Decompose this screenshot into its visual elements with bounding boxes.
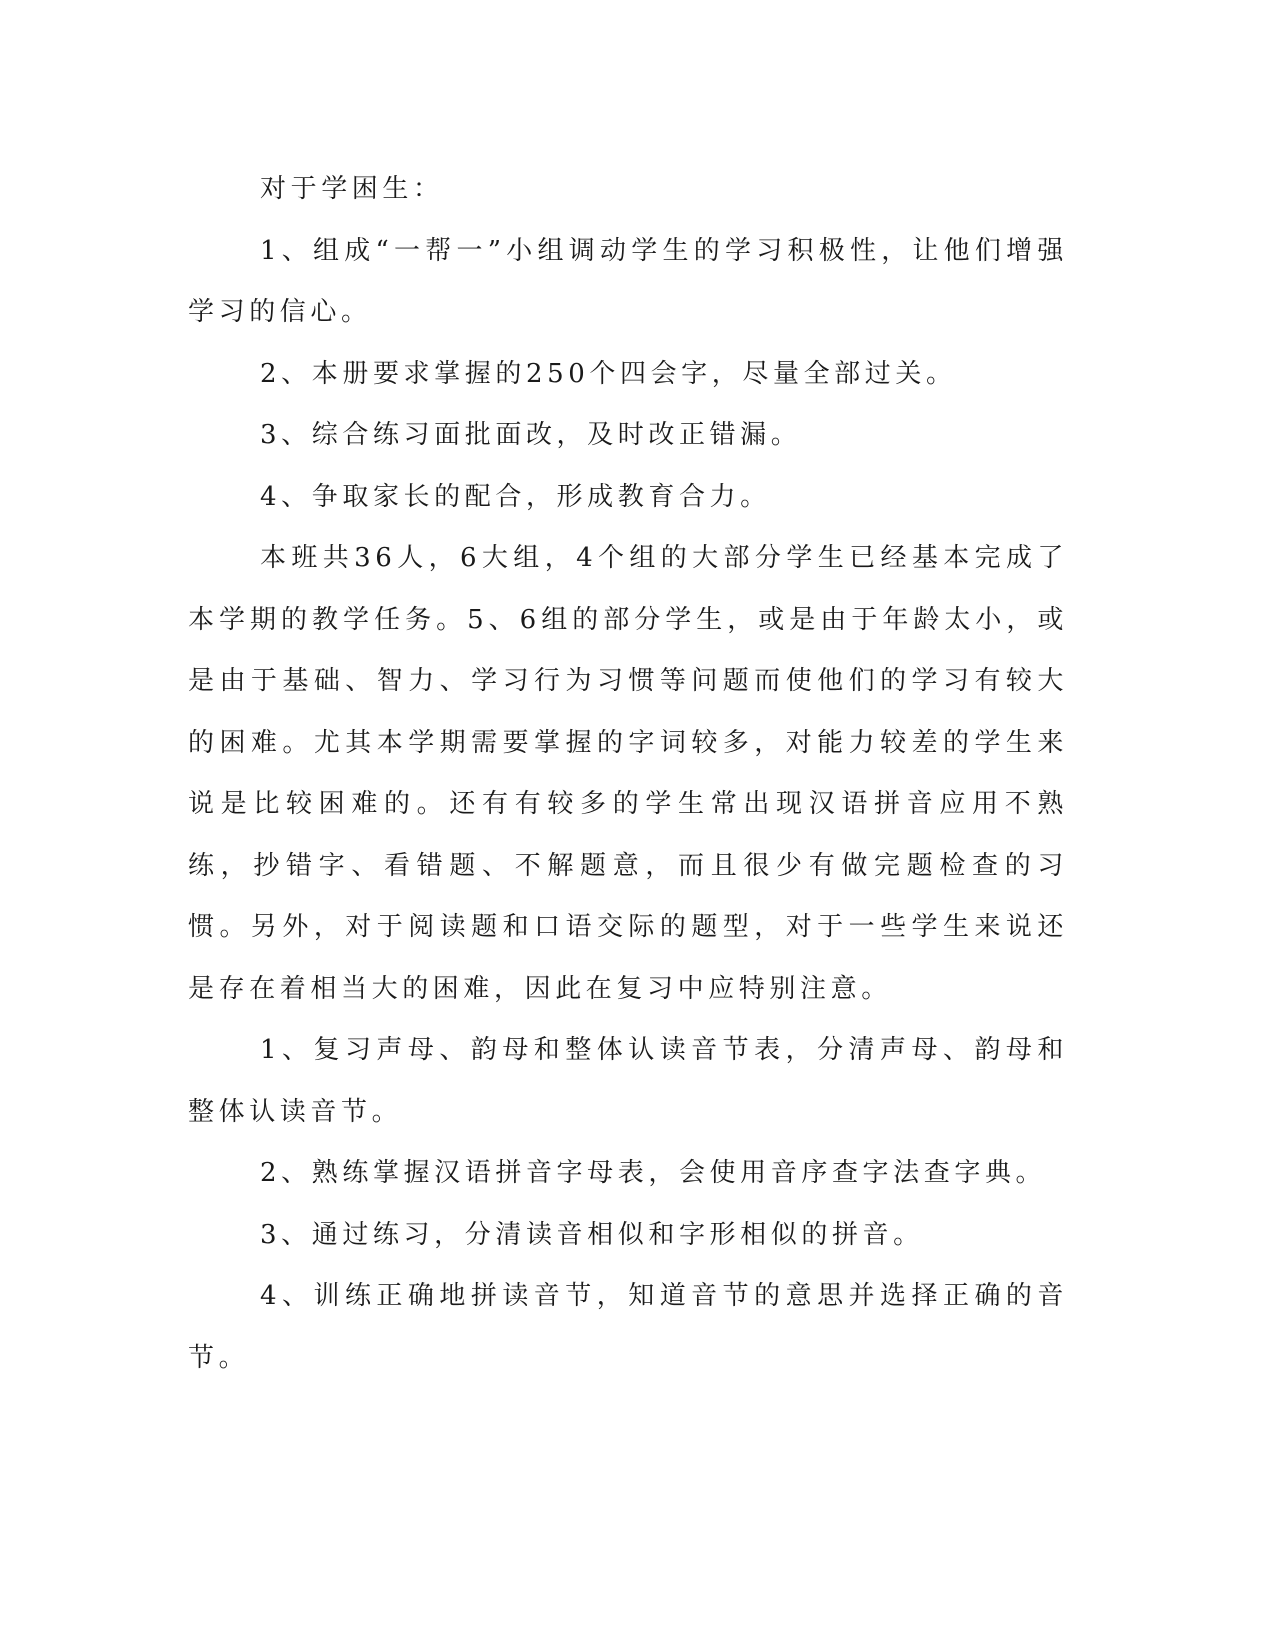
paragraph-review-3: 3、通过练习，分清读音相似和字形相似的拼音。 bbox=[260, 1219, 924, 1250]
paragraph-class-analysis: 本班共36人，6大组，4个组的大部分学生已经基本完成了本学期的教学任务。5、6组的部分学生，或是由于年龄太小，或是由于基础、智力、学习行为习惯等问题而使他们的学习有较大的困难。尤其本学期需要掌握的字词较多，对能力较差的学生来说是比较困难的。还有有较多的学生常出现汉语拼音应用不熟练，抄错字、看错题、不解题意，而且很少有做完题检查的习惯。另外，对于阅读题和口语交际的题型，对于一些学生来说还是存在着相当大的困难，因此在复习中应特别注意。 bbox=[188, 543, 1068, 1004]
paragraph-review-4: 4、训练正确地拼读音节，知道音节的意思并选择正确的音节。 bbox=[188, 1281, 1068, 1373]
paragraph-item-4: 4、争取家长的配合，形成教育合力。 bbox=[260, 481, 771, 512]
paragraph-item-3: 3、综合练习面批面改，及时改正错漏。 bbox=[260, 420, 802, 450]
paragraph-intro: 对于学困生： bbox=[260, 174, 444, 204]
paragraph-item-1: 1、组成“一帮一”小组调动学生的学习积极性，让他们增强学习的信心。 bbox=[188, 235, 1068, 327]
paragraph-review-1: 1、复习声母、韵母和整体认读音节表，分清声母、韵母和整体认读音节。 bbox=[188, 1035, 1068, 1127]
document-body bbox=[188, 159, 1068, 1389]
paragraph-review-2: 2、熟练掌握汉语拼音字母表，会使用音序查字法查字典。 bbox=[260, 1158, 1047, 1188]
paragraph-item-2: 2、本册要求掌握的250个四会字，尽量全部过关。 bbox=[260, 358, 957, 389]
